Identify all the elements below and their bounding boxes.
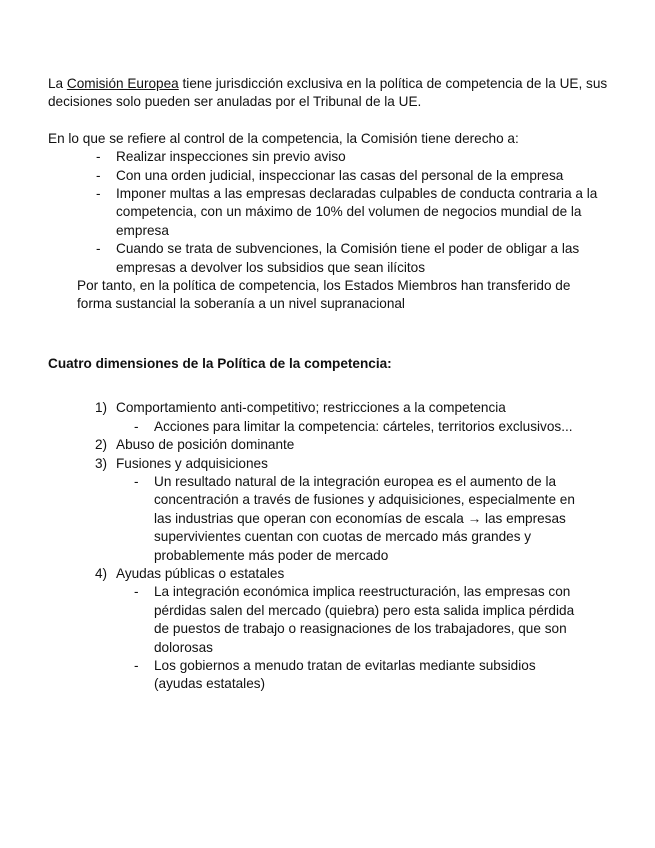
list-item — [134, 583, 584, 657]
dimension-item — [95, 565, 608, 694]
section-heading: Cuatro dimensiones de la Política de la competencia: — [48, 355, 392, 371]
list-item — [134, 473, 584, 565]
list-item-text: Los gobiernos a menudo tratan de evitarlas mediante subsidios (ayudas estatales) — [154, 657, 536, 692]
list-item — [96, 240, 608, 277]
dimension-number: 4) — [95, 565, 108, 581]
dimension-label: Ayudas públicas o estatales — [116, 565, 285, 581]
list-item-text: Realizar inspecciones sin previo aviso — [116, 149, 346, 165]
list-item — [96, 148, 608, 166]
para1-text-after: tiene jurisdicción exclusiva en la política de competencia de la UE, sus decisiones solo pueden ser anuladas por el Tribunal de la UE. — [48, 76, 608, 110]
dash-marker: - — [96, 241, 101, 257]
dimension-number: 2) — [95, 437, 108, 453]
document-page — [48, 75, 608, 694]
dimension-number: 1) — [95, 400, 108, 416]
dash-marker: - — [96, 149, 101, 165]
dimension-label: Abuso de posición dominante — [116, 437, 295, 453]
rights-intro: En lo que se refiere al control de la competencia, la Comisión tiene derecho a: — [48, 130, 519, 146]
dimension-item — [95, 436, 608, 454]
comision-europea-link[interactable]: Comisión Europea — [66, 76, 179, 91]
list-item — [96, 185, 608, 240]
para1-text-before: La — [48, 76, 67, 91]
jurisdiction-paragraph — [48, 75, 608, 112]
dimension-sublist — [116, 583, 584, 693]
list-item-text: La integración económica implica reestructuración, las empresas con pérdidas salen del mercado (quiebra) pero esta salida implica pérdida de puestos de trabajo o reasignaciones de los trabajadores, que son dolorosas — [154, 584, 575, 655]
list-item — [134, 418, 584, 436]
dash-marker: - — [134, 584, 139, 600]
rights-list — [48, 148, 608, 277]
dash-marker: - — [134, 418, 139, 434]
list-item-text: Acciones para limitar la competencia: cárteles, territorios exclusivos... — [154, 418, 573, 434]
dimension-sublist — [116, 473, 584, 565]
list-item-text: Con una orden judicial, inspeccionar las casas del personal de la empresa — [116, 167, 564, 183]
list-item-text: Un resultado natural de la integración europea es el aumento de la concentración a través de fusiones y adquisiciones, especialmente en las industrias que operan con economías de escala → las empresas supervivientes cuentan con cuotas de mercado más grandes y probablemente más poder de mercado — [154, 473, 575, 563]
dash-marker: - — [96, 167, 101, 183]
dimension-number: 3) — [95, 455, 108, 471]
list-item-text: Imponer multas a las empresas declaradas culpables de conducta contraria a la competencia, con un máximo de 10% del volumen de negocios mundial de la empresa — [116, 186, 598, 238]
dash-marker: - — [134, 657, 139, 673]
list-item — [96, 167, 608, 185]
dimension-item — [95, 399, 608, 436]
dimension-label: Comportamiento anti-competitivo; restricciones a la competencia — [116, 400, 506, 416]
dimensions-list — [48, 399, 608, 694]
dimension-label: Fusiones y adquisiciones — [116, 455, 268, 471]
sovereignty-summary: Por tanto, en la política de competencia, los Estados Miembros han transferido de forma sustancial la soberanía a un nivel supranacional — [77, 278, 571, 312]
list-item — [134, 657, 584, 694]
dash-marker: - — [96, 186, 101, 202]
dimension-sublist — [116, 418, 584, 436]
list-item-text: Cuando se trata de subvenciones, la Comisión tiene el poder de obligar a las empresas a devolver los subsidios que sean ilícitos — [116, 241, 580, 275]
dimension-item — [95, 455, 608, 565]
dash-marker: - — [134, 473, 139, 489]
